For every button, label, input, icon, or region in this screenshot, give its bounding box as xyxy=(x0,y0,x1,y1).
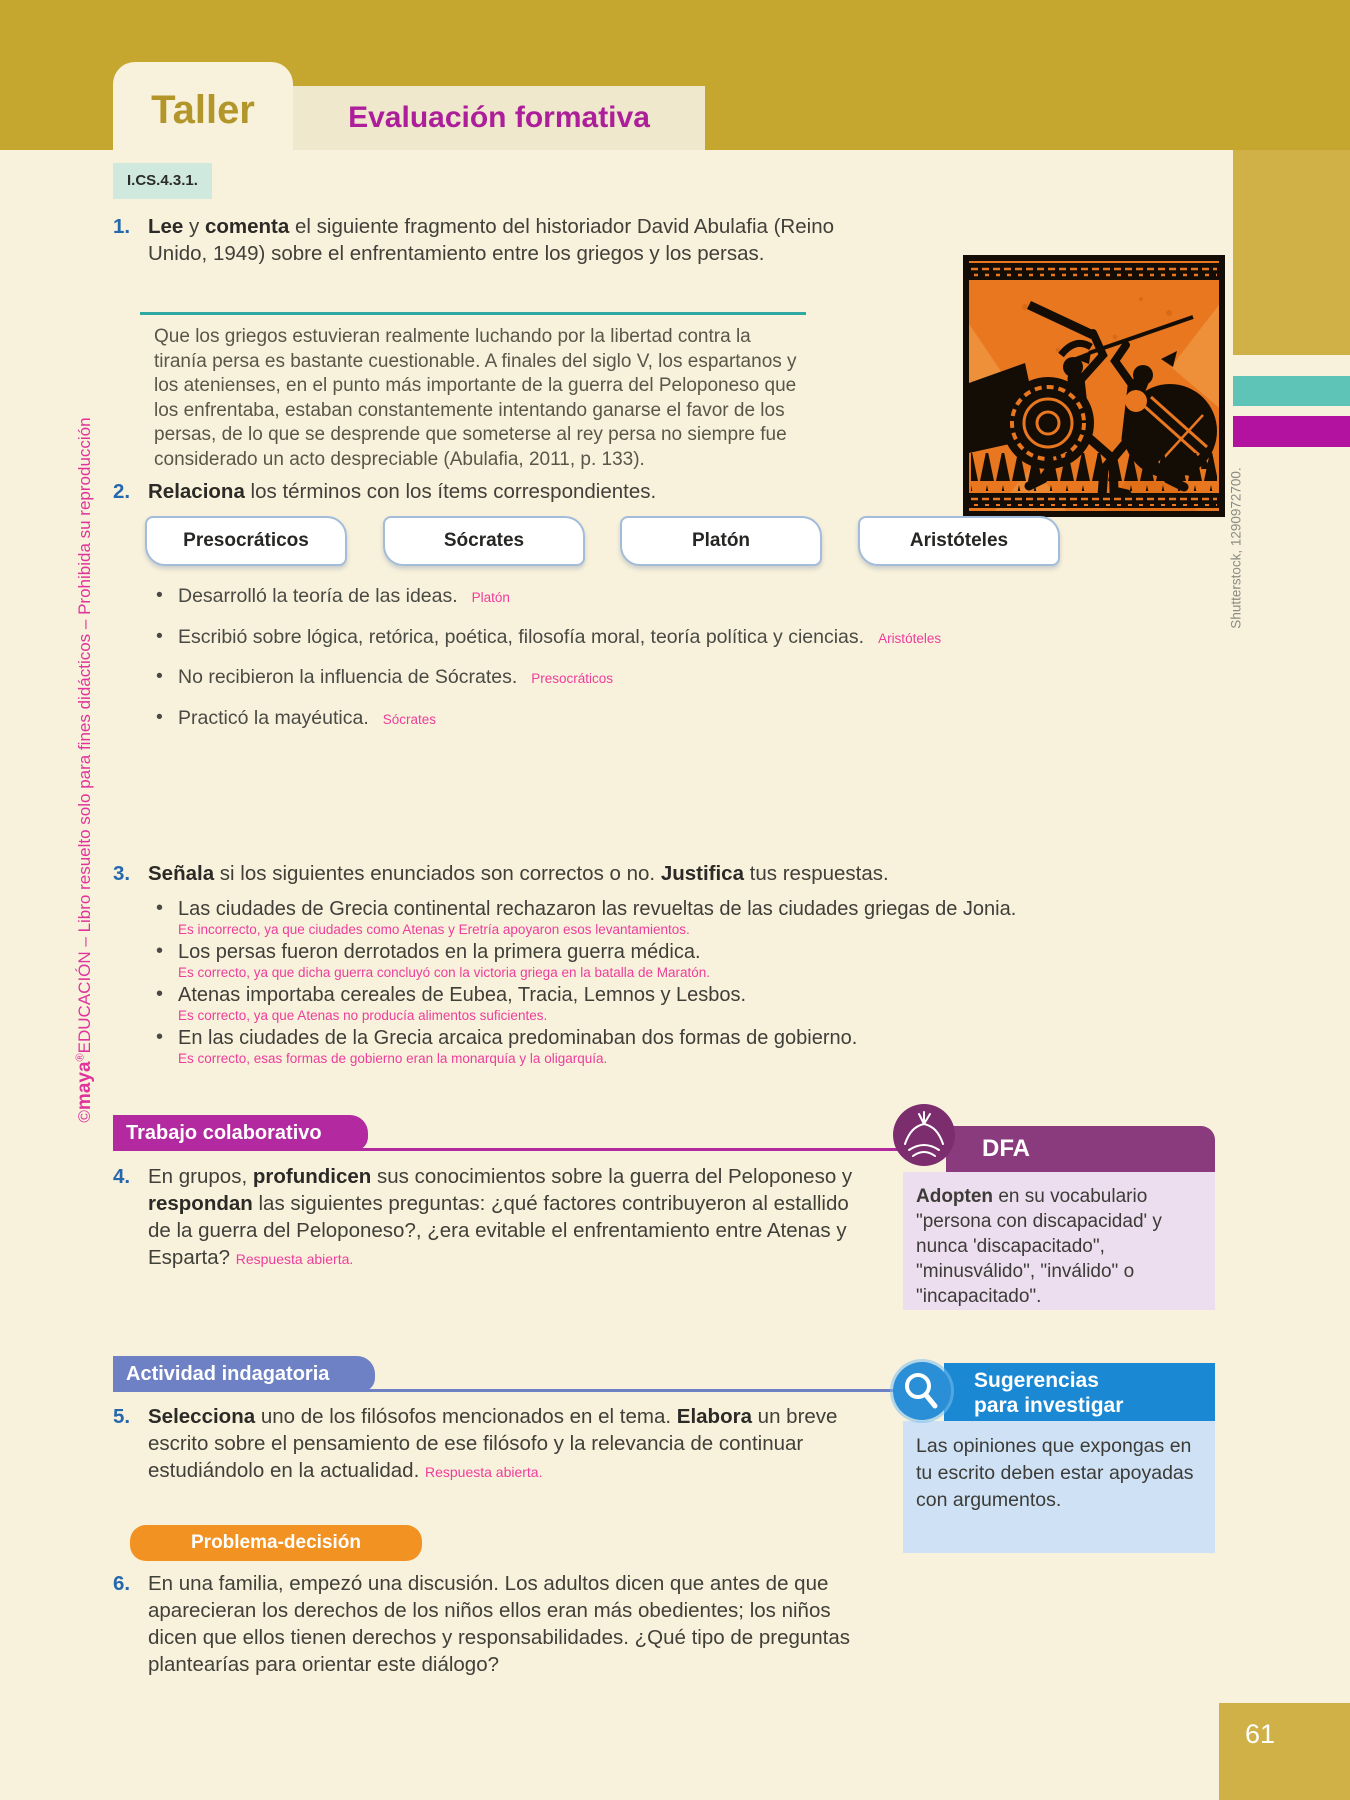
bullet-icon: • xyxy=(156,940,164,962)
question-2-text: Relaciona los términos con los ítems correspondientes. xyxy=(148,480,657,503)
item-number: 5. xyxy=(113,1405,131,1428)
answer-text: Es incorrecto, ya que ciudades como Atenas y Eretría apoyaron esos levantamientos. xyxy=(178,922,690,937)
image-credit-vertical-text: Shutterstock, 1290972700. xyxy=(1228,467,1244,629)
item-number: 2. xyxy=(113,480,131,503)
publisher-logo: maya xyxy=(74,1061,95,1111)
list-item: • En las ciudades de la Grecia arcaica predominaban dos formas de gobierno. Es correcto, esas formas de gobierno eran la monarquía y la oligarquía. xyxy=(148,1027,1048,1067)
answer-text: Es correcto, esas formas de gobierno eran la monarquía y la oligarquía. xyxy=(178,1051,608,1066)
item-number: 6. xyxy=(113,1572,131,1595)
right-magenta-bar xyxy=(1233,416,1350,447)
bullet-icon: • xyxy=(156,1026,164,1048)
list-item: • Atenas importaba cereales de Eubea, Tracia, Lemnos y Lesbos. Es correcto, ya que Atenas no producía alimentos suficientes. xyxy=(148,984,1048,1024)
suggestions-header: Sugerencias para investigar xyxy=(944,1363,1215,1421)
question-1 xyxy=(113,213,853,267)
item-number: 1. xyxy=(113,215,131,238)
question-4 xyxy=(113,1163,858,1273)
bullet-icon: • xyxy=(156,665,163,687)
answer-text: Sócrates xyxy=(382,711,437,727)
page-tab-title: Taller xyxy=(113,62,293,150)
question-5 xyxy=(113,1403,858,1486)
question-3-list xyxy=(148,898,1048,1070)
list-item: • Practicó la mayéutica. Sócrates xyxy=(156,705,437,729)
list-item: • Escribió sobre lógica, retórica, poética, filosofía moral, teoría política y ciencias. Aristóteles xyxy=(156,624,942,648)
question-5-text: Selecciona uno de los filósofos mencionados en el tema. Elabora un breve escrito sobre el pensamiento de ese filósofo y la relevancia de continuar estudiándolo en la actualidad. Respuesta abierta. xyxy=(148,1405,838,1482)
quote-block: Que los griegos estuvieran realmente luchando por la libertad contra la tiranía persa es bastante cuestionable. A finales del siglo V, los espartanos y los atenienses, en el punto más importante de la guerra del Peloponeso que los enfrentaba, estaban constantemente intentando ganarse el favor de los persas, de lo que se desprende que someterse al rey persa no siempre fue considerado un acto despreciable (Abulafia, 2011, p. 133). xyxy=(140,312,806,472)
term-box-aristoteles: Aristóteles xyxy=(858,516,1060,566)
section-banner-problem: Problema-decisión xyxy=(130,1525,422,1561)
answer-text: Platón xyxy=(471,590,510,605)
vase-art xyxy=(963,255,1225,517)
term-box-socrates: Sócrates xyxy=(383,516,585,566)
page-number-block xyxy=(1219,1703,1350,1800)
suggestions-text: Las opiniones que expongas en tu escrito deben estar apoyadas con argumentos. xyxy=(903,1421,1215,1553)
question-2 xyxy=(113,478,853,505)
question-6 xyxy=(113,1570,858,1678)
bullet-icon: • xyxy=(156,983,164,1005)
question-2-list xyxy=(148,585,1048,747)
bullet-icon: • xyxy=(156,584,163,606)
term-box-platon: Platón xyxy=(620,516,822,566)
answer-text: Respuesta abierta. xyxy=(235,1251,354,1267)
item-number: 3. xyxy=(113,862,131,885)
answer-text: Presocráticos xyxy=(531,671,614,686)
answer-text: Es correcto, ya que Atenas no producía alimentos suficientes. xyxy=(178,1008,548,1023)
right-mustard-block xyxy=(1233,150,1350,355)
dfa-header: DFA xyxy=(946,1126,1215,1172)
page-number: 61 xyxy=(1245,1719,1276,1749)
answer-text: Es correcto, ya que dicha guerra concluyó con la victoria griega en la batalla de Maratón. xyxy=(178,965,711,980)
question-6-text: En una familia, empezó una discusión. Los adultos dicen que antes de que aparecieran los derechos de los niños ellos eran más obedientes; los niños dicen que ellos tienen derechos y responsabilidades. ¿Qué tipo de preguntas plantearías para orientar este diálogo? xyxy=(148,1572,851,1676)
page-title: Evaluación formativa xyxy=(293,86,705,150)
question-4-text: En grupos, profundicen sus conocimientos sobre la guerra del Peloponeso y respondan las siguientes preguntas: ¿qué factores contribuyeron al estallido de la guerra del Peloponeso?, ¿era evitable el enfrentamiento entre Atenas y Esparta? Respuesta abierta. xyxy=(148,1165,853,1269)
answer-text: Aristóteles xyxy=(878,630,942,646)
list-item: • Las ciudades de Grecia continental rechazaron las revueltas de las ciudades griegas de Jonia. Es incorrecto, ya que ciudades como Atenas y Eretría apoyaron esos levantamientos. xyxy=(148,898,1048,938)
bullet-icon: • xyxy=(156,624,163,647)
question-3 xyxy=(113,860,913,887)
section-banner-collab: Trabajo colaborativo xyxy=(113,1115,368,1151)
hands-icon xyxy=(891,1102,957,1168)
answer-text: Respuesta abierta. xyxy=(424,1464,543,1480)
greek-warriors-illustration xyxy=(963,255,1225,517)
magnifier-icon xyxy=(889,1358,955,1424)
dfa-text: Adopten en su vocabulario "persona con discapacidad' y nunca 'discapacitado", "minusválido", "inválido" o "incapacitado". xyxy=(903,1172,1215,1310)
bullet-icon: • xyxy=(156,705,163,728)
question-1-text: Lee y comenta el siguiente fragmento del historiador David Abulafia (Reino Unido, 1949) sobre el enfrentamiento entre los griegos y los persas. xyxy=(148,215,834,265)
list-item: • Los persas fueron derrotados en la primera guerra médica. Es correcto, ya que dicha guerra concluyó con la victoria griega en la batalla de Maratón. xyxy=(148,941,1048,981)
list-item: • No recibieron la influencia de Sócrates. Presocráticos xyxy=(156,665,614,688)
section-banner-inquiry: Actividad indagatoria xyxy=(113,1356,375,1392)
question-3-text: Señala si los siguientes enunciados son correctos o no. Justifica tus respuestas. xyxy=(148,862,889,885)
list-item: • Desarrolló la teoría de las ideas. Platón xyxy=(156,584,510,607)
item-number: 4. xyxy=(113,1165,131,1188)
bullet-icon: • xyxy=(156,897,164,919)
right-teal-bar xyxy=(1233,376,1350,406)
copyright-vertical-text: ©maya®EDUCACIÓN – Libro resuelto solo para fines didácticos – Prohibida su reproducción xyxy=(74,417,95,1123)
term-box-presocraticos: Presocráticos xyxy=(145,516,347,566)
standard-code-badge: I.CS.4.3.1. xyxy=(113,163,212,199)
